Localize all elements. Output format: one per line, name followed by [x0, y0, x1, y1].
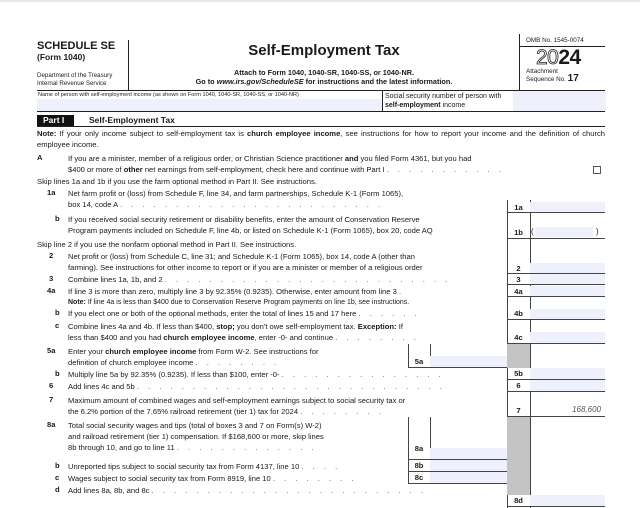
line-1b-number: b: [55, 214, 60, 223]
line-5b-box-label: 5b: [507, 368, 530, 380]
skip-note-2: Skip line 2 if you use the nonfarm optional method in Part II. See instructions.: [37, 240, 297, 249]
shaded-cell: [507, 417, 530, 495]
name-label: Name of person with self-employment income (as shown on Form 1040, 1040-SR, 1040-SS, or 1040-NR): [37, 91, 382, 99]
line-8c-text: Wages subject to social security tax from Form 8919, line 10 . . . . . . . .: [68, 474, 358, 483]
top-border: [0, 0, 640, 2]
line-1a-box-label: 1a: [507, 202, 530, 213]
line-8d-number: d: [55, 485, 60, 494]
line-8b-text: Unreported tips subject to social security tax from Form 4137, line 10 . . . .: [68, 462, 341, 471]
line-4a-amount-field[interactable]: [530, 286, 605, 297]
line-1b-text: If you received social security retirement or disability benefits, enter the amount of Conservation Reserve Program payments included on Schedule F, line 4b, or listed on Schedule K-1 (Form 1065), box 20, code AQ: [68, 215, 433, 235]
skip-note-1: Skip lines 1a and 1b if you use the farm optional method in Part II. See instructions.: [37, 177, 317, 186]
line-8c-box-label: 8c: [408, 472, 430, 484]
name-ssn-row: [37, 91, 605, 112]
line-5b-number: b: [55, 369, 60, 378]
line-4b-number: b: [55, 308, 60, 317]
line-4c-number: c: [55, 321, 60, 330]
line-5a-amount-field[interactable]: [430, 344, 507, 368]
open-paren: (: [531, 227, 534, 236]
omb-year-block: [519, 34, 605, 91]
line-5b-text: Multiply line 5a by 92.35% (0.9235). If less than $100, enter -0- . . . . . . . . . . . . . . .: [68, 370, 445, 379]
line-a-text: If you are a minister, member of a religious order, or Christian Science practitioner and you filed Form 4361, but you had $400 or more of other net earnings from self-employment, check here and continue with Part I . . . . . . . . . . .: [68, 154, 505, 174]
form-id-block: [37, 40, 129, 91]
part-title: Self-Employment Tax: [89, 115, 175, 125]
line-8d-amount-field[interactable]: [530, 495, 605, 507]
line-4a-number: 4a: [47, 286, 56, 295]
department: Department of the Treasury Internal Revenue Service: [37, 72, 113, 87]
line-a-number: A: [37, 153, 43, 162]
line-4c-text: Combine lines 4a and 4b. If less than $400, stop; you don't owe self-employment tax. Exception: If less than $400 and you had church employee income, enter -0- and continue . . . . . . . .: [68, 322, 420, 342]
line-6-number: 6: [49, 381, 54, 390]
line-1a-text: Net farm profit or (loss) from Schedule F, line 34, and farm partnerships, Schedule K-1 (Form 1065), box 14, code A . . . . . . . . . . . . . . . . . . . . . . . .: [68, 189, 404, 209]
line-8b-amount-field[interactable]: [430, 460, 507, 472]
irs-url-link[interactable]: www.irs.gov/ScheduleSE: [216, 77, 304, 86]
line-4a-note: Note: If line 4a is less than $400 due to Conservation Reserve Program payments on line 1b, see instructions.: [68, 299, 410, 306]
line-4c-amount-field[interactable]: [530, 320, 605, 344]
line-2-box-label: 2: [507, 263, 530, 274]
part-1-note: Note: If your only income subject to self-employment tax is church employee income, see instructions for how to report your income and the definition of church employee income.: [37, 129, 605, 149]
line-3-number: 3: [49, 274, 54, 283]
line-7-box-label: 7: [507, 392, 530, 417]
line-8c-amount-field[interactable]: [430, 472, 507, 484]
line-2-amount-field[interactable]: [530, 263, 605, 274]
part-1-header: [37, 115, 605, 127]
line-5a-box-label: 5a: [408, 344, 430, 368]
close-paren: ): [596, 227, 599, 236]
column-divider: [530, 200, 531, 508]
line-1a-number: 1a: [47, 188, 56, 197]
line-8c-number: c: [55, 473, 60, 482]
part-label: Part I: [37, 115, 74, 126]
name-field[interactable]: [37, 91, 382, 111]
line-8d-text: Add lines 8a, 8b, and 8c . . . . . . . . . . . . . . . . . . . . . . . . .: [68, 486, 427, 495]
line-1b-box-label: 1b: [507, 226, 530, 239]
line-4a-text: If line 3 is more than zero, multiply line 3 by 92.35% (0.9235). Otherwise, enter amount from line 3 .: [68, 287, 405, 296]
line-4b-amount-field[interactable]: [530, 298, 605, 320]
line-1b-amount-field[interactable]: [530, 226, 605, 239]
line-1a-amount-field[interactable]: [530, 202, 605, 213]
line-8a-number: 8a: [47, 420, 56, 429]
line-3-text: Combine lines 1a, 1b, and 2 . . . . . . . . . . . . . . . . . . . . . . . . . .: [68, 275, 451, 284]
omb-number: OMB No. 1545-0074: [520, 34, 605, 47]
line-8a-text: Total social security wages and tips (total of boxes 3 and 7 on Form(s) W-2) and railroad retirement (tier 1) compensation. If $168,600 or more, skip lines 8b through 10, and go to line 11 . . . . . . . . . . . . .: [68, 421, 324, 452]
line-3-amount-field[interactable]: [530, 274, 605, 285]
form-title-block: [129, 40, 519, 91]
form-title: Self-Employment Tax: [248, 42, 400, 59]
line-6-text: Add lines 4c and 5b . . . . . . . . . . . . . . . . . . . . . . . . . . . .: [68, 382, 446, 391]
ssn-label: Social security number of person with self-employment income: [385, 93, 502, 109]
part-1-body: [37, 127, 605, 508]
shaded-cell: [507, 344, 530, 368]
form-number: (Form 1040): [37, 52, 86, 62]
line-5b-amount-field[interactable]: [530, 368, 605, 380]
line-8b-box-label: 8b: [408, 460, 430, 472]
line-4a-box-label: 4a: [507, 286, 530, 297]
line-7-amount-field: [530, 392, 605, 417]
attach-instructions: Attach to Form 1040, 1040-SR, 1040-SS, or 1040-NR. Go to www.irs.gov/ScheduleSE for instructions and the latest information.: [195, 68, 453, 86]
line-4b-box-label: 4b: [507, 298, 530, 320]
line-6-box-label: 6: [507, 380, 530, 392]
line-7-number: 7: [49, 395, 54, 404]
ssn-field[interactable]: [513, 91, 606, 111]
line-8b-number: b: [55, 461, 60, 470]
line-3-box-label: 3: [507, 274, 530, 285]
line-5a-text: Enter your church employee income from Form W-2. See instructions for definition of church employee income . . . . . . . .: [68, 347, 319, 367]
line-8a-box-label: 8a: [408, 417, 430, 460]
schedule-se-form: [37, 37, 605, 508]
line-a-checkbox[interactable]: [593, 166, 601, 174]
schedule-name: SCHEDULE SE: [37, 40, 116, 52]
line-6-amount-field[interactable]: [530, 380, 605, 392]
line-7-text: Maximum amount of combined wages and self-employment earnings subject to social security tax or the 6.2% portion of the 7.65% railroad retirement (tier 1) tax for 2024 . . . . . . . .: [68, 396, 406, 416]
attachment-sequence: Attachment Sequence No. 17: [526, 68, 579, 84]
form-header: [37, 37, 605, 91]
tax-year: 2024: [536, 46, 581, 69]
line-2-text: Net profit or (loss) from Schedule C, line 31; and Schedule K-1 (Form 1065), box 14, code A (other than farming). See instructions for other income to report or if you are a minister or member of a religious order: [68, 252, 423, 272]
line-8a-amount-field[interactable]: [430, 417, 507, 460]
line-5a-number: 5a: [47, 346, 56, 355]
line-4b-text: If you elect one or both of the optional methods, enter the total of lines 15 and 17 here . . . . . .: [68, 309, 421, 318]
ssn-cell: [382, 91, 605, 111]
line-2-number: 2: [49, 251, 54, 260]
line-4c-box-label: 4c: [507, 320, 530, 344]
line-7-value: 168,600: [572, 405, 601, 414]
line-8d-box-label: 8d: [507, 495, 530, 507]
